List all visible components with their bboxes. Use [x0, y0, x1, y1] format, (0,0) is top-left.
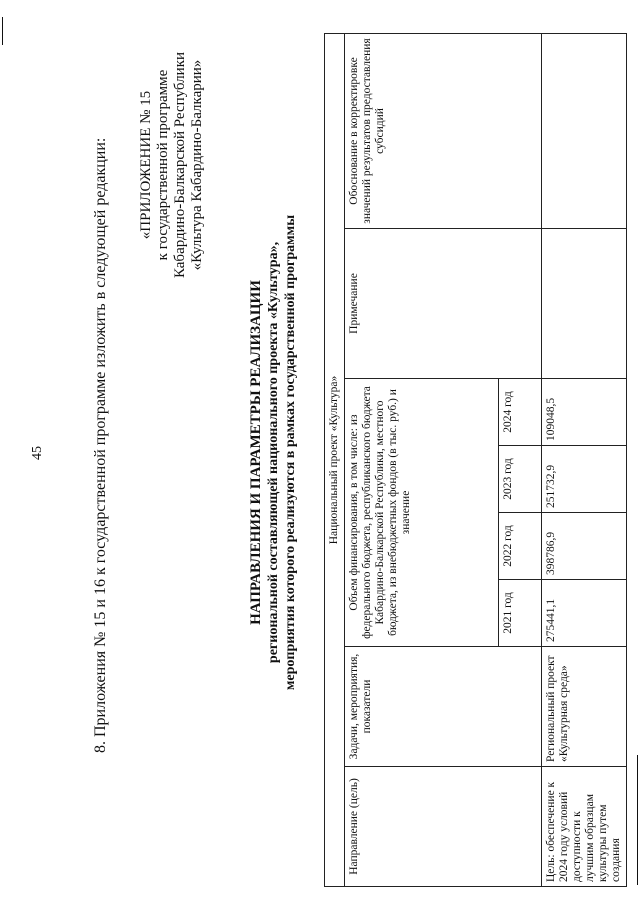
appendix-line: «Культура Кабардино-Балкарии»	[189, 59, 205, 271]
title-main: НАПРАВЛЕНИЯ И ПАРАМЕТРЫ РЕАЛИЗАЦИИ	[248, 280, 264, 625]
cell-note	[542, 229, 627, 379]
page-number: 45	[30, 446, 45, 460]
cell-direction: Цель: обеспечение к 2024 году условий доступности к лучшим образцам культуры путем создания	[542, 767, 627, 887]
cell-value: 109048,5	[542, 379, 627, 446]
year-header: 2023 год	[499, 446, 542, 513]
appendix-header	[138, 15, 206, 315]
header-financing: Объем финансирования, в том числе: из федерального бюджета, республиканского бюджета Кабардино-Балкарской Республики, местного бюджета, из внебюджетных фондов (в тыс. руб.) и значение	[345, 379, 499, 647]
header-tasks: Задачи, мероприятия, показатели	[345, 647, 542, 767]
appendix-line: к государственной программе	[155, 69, 171, 261]
footer-rule	[637, 755, 638, 885]
intro-paragraph: 8. Приложения № 15 и 16 к государственной программе изложить в следующей редакции:	[92, 137, 109, 753]
cell-value: 275441,1	[542, 580, 627, 647]
title-sub: мероприятия которого реализуются в рамках государственной программы	[283, 214, 298, 691]
cell-tasks: Региональный проект «Культурная среда»	[542, 647, 627, 767]
section-label: Национальный проект «Культура»	[325, 33, 345, 886]
parameters-table	[324, 33, 627, 887]
title-sub: региональной составляющей национального проекта «Культура»,	[266, 241, 281, 664]
document-title	[248, 0, 299, 905]
top-edge-line	[2, 17, 3, 45]
cell-value: 398786,9	[542, 513, 627, 580]
table-header-row	[345, 33, 499, 886]
appendix-line: «ПРИЛОЖЕНИЕ № 15	[138, 90, 154, 240]
header-direction: Направление (цель)	[345, 767, 542, 887]
year-header: 2021 год	[499, 580, 542, 647]
table-row	[542, 33, 627, 886]
year-header: 2024 год	[499, 379, 542, 446]
header-note: Примечание	[345, 229, 542, 379]
appendix-line: Кабардино-Балкарской Республики	[172, 51, 188, 279]
cell-value: 251732,9	[542, 446, 627, 513]
cell-justification	[542, 33, 627, 228]
year-header: 2022 год	[499, 513, 542, 580]
header-justification: Обоснование в корректировке значений результатов предоставления субсидий	[345, 33, 542, 228]
table-section-row	[325, 33, 345, 886]
